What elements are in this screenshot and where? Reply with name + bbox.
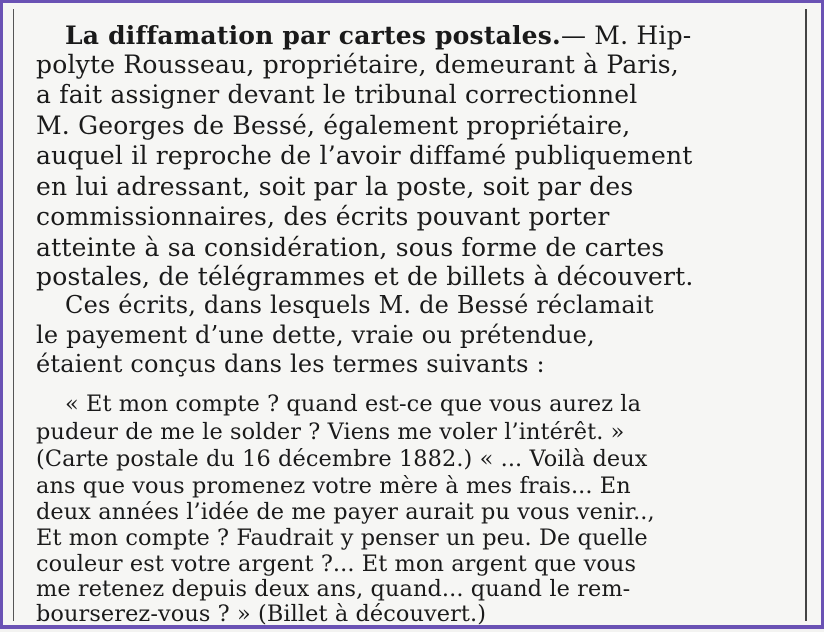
paragraph-1-line: postales, de télégrammes et de billets à découvert. (36, 262, 694, 291)
quote-line: (Carte postale du 16 décembre 1882.) « ... Voilà deux (36, 446, 648, 472)
quote-line: ans que vous promenez votre mère à mes frais... En (36, 473, 631, 499)
paragraph-1-line: en lui adressant, soit par la poste, soit par des (36, 172, 634, 201)
article-title: La diffamation par cartes postales. (65, 21, 561, 50)
quote-line: me retenez depuis deux ans, quand... quand le rem- (36, 576, 631, 602)
paragraph-1-line: commissionnaires, des écrits pouvant porter (36, 202, 610, 231)
paragraph-2-line: Ces écrits, dans lesquels M. de Bessé réclamait (65, 291, 654, 319)
paragraph-1-line: auquel il reproche de l’avoir diffamé publiquement (36, 141, 693, 170)
quote-line: bourserez-vous ? » (Billet à découvert.) (36, 601, 487, 627)
quote-line: « Et mon compte ? quand est-ce que vous aurez la (65, 391, 642, 417)
quote-line: deux années l’idée de me payer aurait pu vous venir.., (36, 499, 655, 525)
quote-line: Et mon compte ? Faudrait y penser un peu. De quelle (36, 525, 648, 551)
quote-line: pudeur de me le solder ? Viens me voler l’intérêt. » (36, 419, 625, 445)
paragraph-1-line: atteinte à sa considération, sous forme de cartes (36, 233, 665, 262)
quote-line: couleur est votre argent ?... Et mon argent que vous (36, 551, 637, 577)
paragraph-2-line: étaient conçus dans les termes suivants : (36, 350, 545, 378)
paragraph-1-line: M. Georges de Bessé, également propriétaire, (36, 111, 631, 140)
article-title-line (65, 23, 691, 48)
newspaper-article (3, 3, 824, 632)
article-title-continuation: — M. Hip- (560, 21, 692, 50)
paragraph-1-line: a fait assigner devant le tribunal correctionnel (36, 80, 638, 109)
paragraph-1-line: polyte Rousseau, propriétaire, demeurant à Paris, (36, 50, 679, 79)
paragraph-2-line: le payement d’une dette, vraie ou prétendue, (36, 321, 595, 349)
